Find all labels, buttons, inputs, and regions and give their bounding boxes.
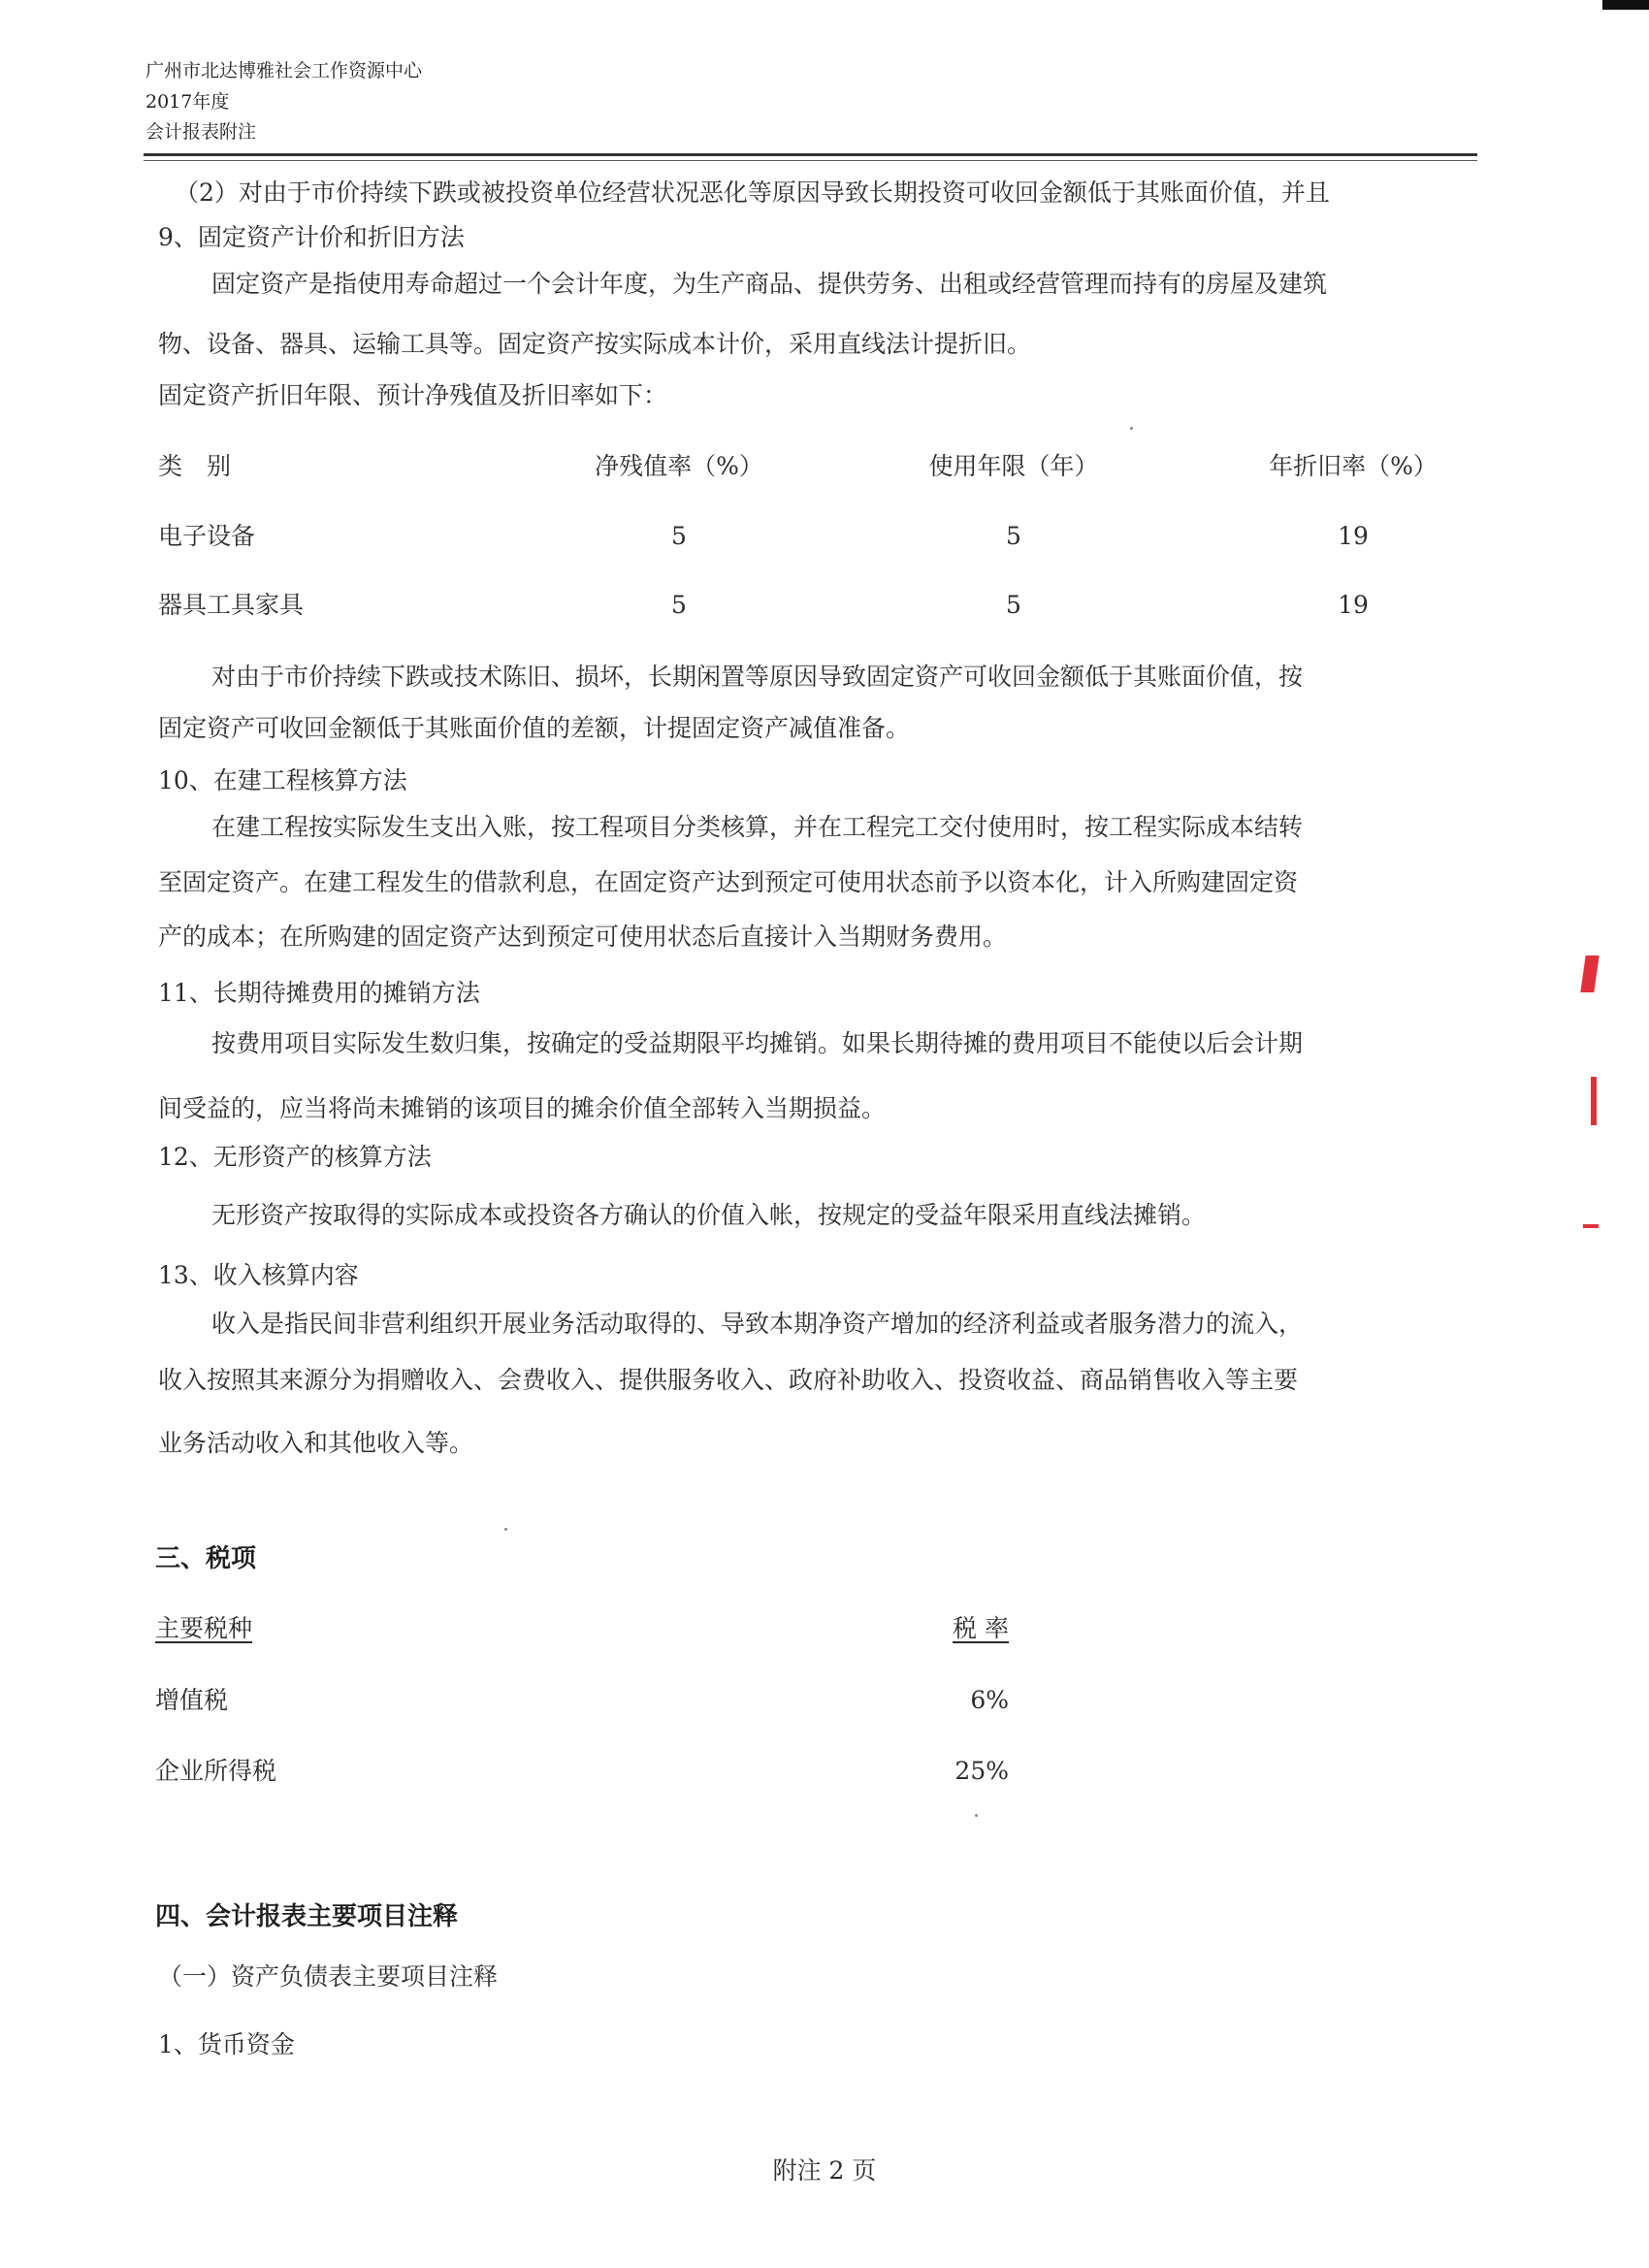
para-13-line2: 收入按照其来源分为捐赠收入、会费收入、提供服务收入、政府补助收入、投资收益、商品销售收入等主要 — [158, 1366, 1299, 1394]
para-12: 无形资产按取得的实际成本或投资各方确认的价值入帐，按规定的受益年限采用直线法摊销。 — [211, 1201, 1207, 1229]
para-13-line3: 业务活动收入和其他收入等。 — [158, 1429, 474, 1457]
notes-item-1: 1、货币资金 — [158, 2030, 295, 2058]
tax-row-name: 增值税 — [155, 1686, 229, 1714]
para-13-line1: 收入是指民间非营利组织开展业务活动取得的、导致本期净资产增加的经济利益或者服务潜力的流入， — [211, 1310, 1304, 1338]
dep-row-residual: 5 — [671, 522, 687, 550]
notes-subheading: （一）资产负债表主要项目注释 — [158, 1962, 499, 1991]
dep-row-rate: 19 — [1338, 522, 1369, 550]
para-11-line1: 按费用项目实际发生数归集，按确定的受益期限平均摊销。如果长期待摊的费用项目不能使以后会计期 — [211, 1029, 1304, 1057]
header-rule — [144, 153, 1477, 156]
notes-heading: 四、会计报表主要项目注释 — [155, 1902, 459, 1931]
section-12-heading: 12、无形资产的核算方法 — [158, 1143, 432, 1171]
dep-header-rate: 年折旧率（%） — [1269, 452, 1438, 480]
scan-speck — [975, 1814, 978, 1817]
page-footer: 附注 2 页 — [772, 2156, 877, 2185]
seal-stamp-fragment — [1591, 1077, 1597, 1125]
para-10-line1: 在建工程按实际发生支出入账，按工程项目分类核算，并在工程完工交付使用时，按工程实际成本结转 — [211, 813, 1304, 841]
section-11-heading: 11、长期待摊费用的摊销方法 — [158, 979, 480, 1007]
para-9-impairment-line1: 对由于市价持续下跌或技术陈旧、损坏，长期闲置等原因导致固定资产可收回金额低于其账面价值，按 — [211, 663, 1304, 691]
para-11-line2: 间受益的，应当将尚未摊销的该项目的摊余价值全部转入当期损益。 — [158, 1094, 887, 1122]
para-10-line2: 至固定资产。在建工程发生的借款利息，在固定资产达到预定可使用状态前予以资本化，计入所购建固定资 — [158, 868, 1299, 896]
dep-header-years: 使用年限（年） — [928, 452, 1099, 480]
tax-col-rate: 税 率 — [953, 1614, 1009, 1642]
scan-speck — [1130, 427, 1133, 430]
section-13-heading: 13、收入核算内容 — [158, 1261, 359, 1289]
tax-row-rate: 25% — [954, 1757, 1009, 1785]
dep-header-category: 类 别 — [158, 452, 232, 480]
dep-row-category: 器具工具家具 — [158, 591, 305, 619]
header-rule-thin — [144, 160, 1477, 161]
para-9-line2: 物、设备、器具、运输工具等。固定资产按实际成本计价，采用直线法计提折旧。 — [158, 330, 1032, 358]
seal-stamp-fragment — [1583, 1224, 1599, 1228]
header-year: 2017年度 — [146, 91, 230, 113]
para-10-line3: 产的成本；在所购建的固定资产达到预定可使用状态后直接计入当期财务费用。 — [158, 923, 1008, 951]
dep-row-residual: 5 — [671, 591, 687, 619]
dep-row-years: 5 — [1006, 591, 1021, 619]
dep-row-rate: 19 — [1338, 591, 1369, 619]
tax-row-name: 企业所得税 — [155, 1757, 277, 1785]
tax-heading: 三、税项 — [155, 1544, 257, 1573]
seal-stamp-fragment — [1580, 956, 1599, 992]
para-9-line1: 固定资产是指使用寿命超过一个会计年度，为生产商品、提供劳务、出租或经营管理而持有的房屋及建筑 — [211, 270, 1328, 298]
para-9-impairment-line2: 固定资产可收回金额低于其账面价值的差额，计提固定资产减值准备。 — [158, 714, 911, 742]
scan-speck — [504, 1528, 507, 1531]
header-org: 广州市北达博雅社会工作资源中心 — [146, 60, 423, 81]
dep-header-residual: 净残值率（%） — [595, 452, 763, 480]
scan-corner-mark — [1602, 0, 1649, 10]
tax-col-type: 主要税种 — [155, 1614, 253, 1642]
para-investment-impairment: （2）对由于市价持续下跌或被投资单位经营状况恶化等原因导致长期投资可收回金额低于其账面价值，并且 — [175, 178, 1330, 207]
section-9-heading: 9、固定资产计价和折旧方法 — [158, 223, 465, 251]
header-doc-title: 会计报表附注 — [146, 121, 257, 143]
dep-row-category: 电子设备 — [158, 522, 256, 550]
para-9-table-intro: 固定资产折旧年限、预计净残值及折旧率如下： — [158, 381, 668, 409]
dep-row-years: 5 — [1006, 522, 1021, 550]
tax-row-rate: 6% — [970, 1686, 1009, 1714]
section-10-heading: 10、在建工程核算方法 — [158, 766, 407, 794]
